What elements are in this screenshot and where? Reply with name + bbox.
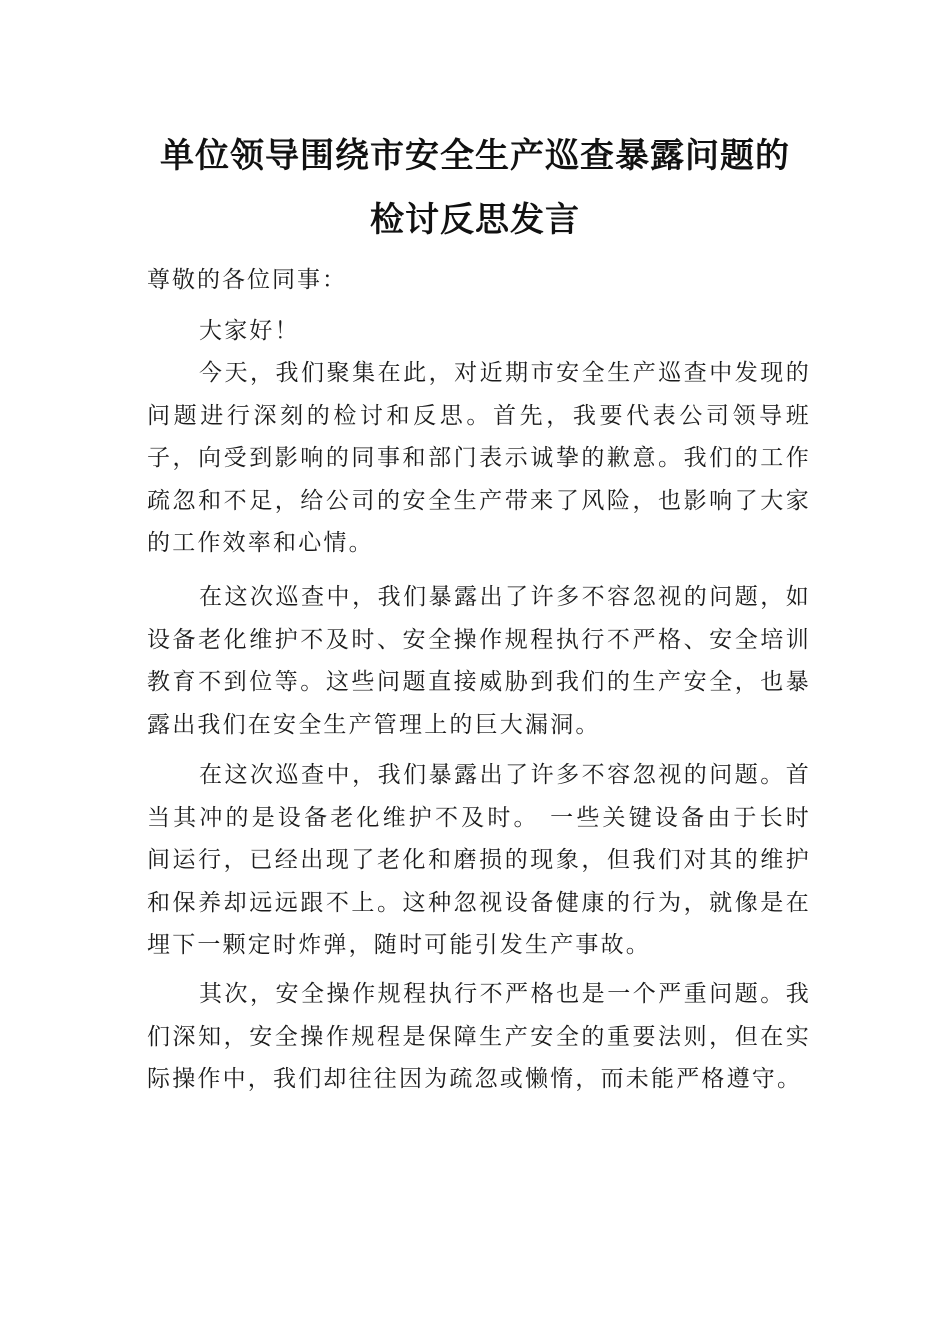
body-paragraph-1: 今天，我们聚集在此，对近期市安全生产巡查中发现的问题进行深刻的检讨和反思。首先，我要代表公司领导班子，向受到影响的同事和部门表示诚挚的歉意。我们的工作疏忽和不足，给公司的安全生产带来了风险，也影响了大家的工作效率和心情。 bbox=[147, 360, 811, 556]
document-title-line-1: 单位领导围绕市安全生产巡查暴露问题的 bbox=[160, 136, 790, 176]
body-paragraph-3: 在这次巡查中，我们暴露出了许多不容忽视的问题。首当其冲的是设备老化维护不及时。 一些关键设备由于长时间运行，已经出现了老化和磨损的现象，但我们对其的维护和保养却远远跟不上。这种忽视设备健康的行为，就像是在埋下一颗定时炸弹，随时可能引发生产事故。 bbox=[147, 762, 811, 958]
salutation: 尊敬的各位同事： bbox=[147, 267, 347, 293]
document-title-line-2: 检讨反思发言 bbox=[370, 200, 580, 240]
body-paragraph-4: 其次，安全操作规程执行不严格也是一个严重问题。我们深知，安全操作规程是保障生产安全的重要法则，但在实际操作中，我们却往往因为疏忽或懒惰，而未能严格遵守。 bbox=[147, 981, 811, 1092]
greeting-paragraph: 大家好！ bbox=[199, 318, 300, 344]
body-paragraph-2: 在这次巡查中，我们暴露出了许多不容忽视的问题，如设备老化维护不及时、安全操作规程执行不严格、安全培训教育不到位等。这些问题直接威胁到我们的生产安全，也暴露出我们在安全生产管理上的巨大漏洞。 bbox=[147, 584, 811, 738]
